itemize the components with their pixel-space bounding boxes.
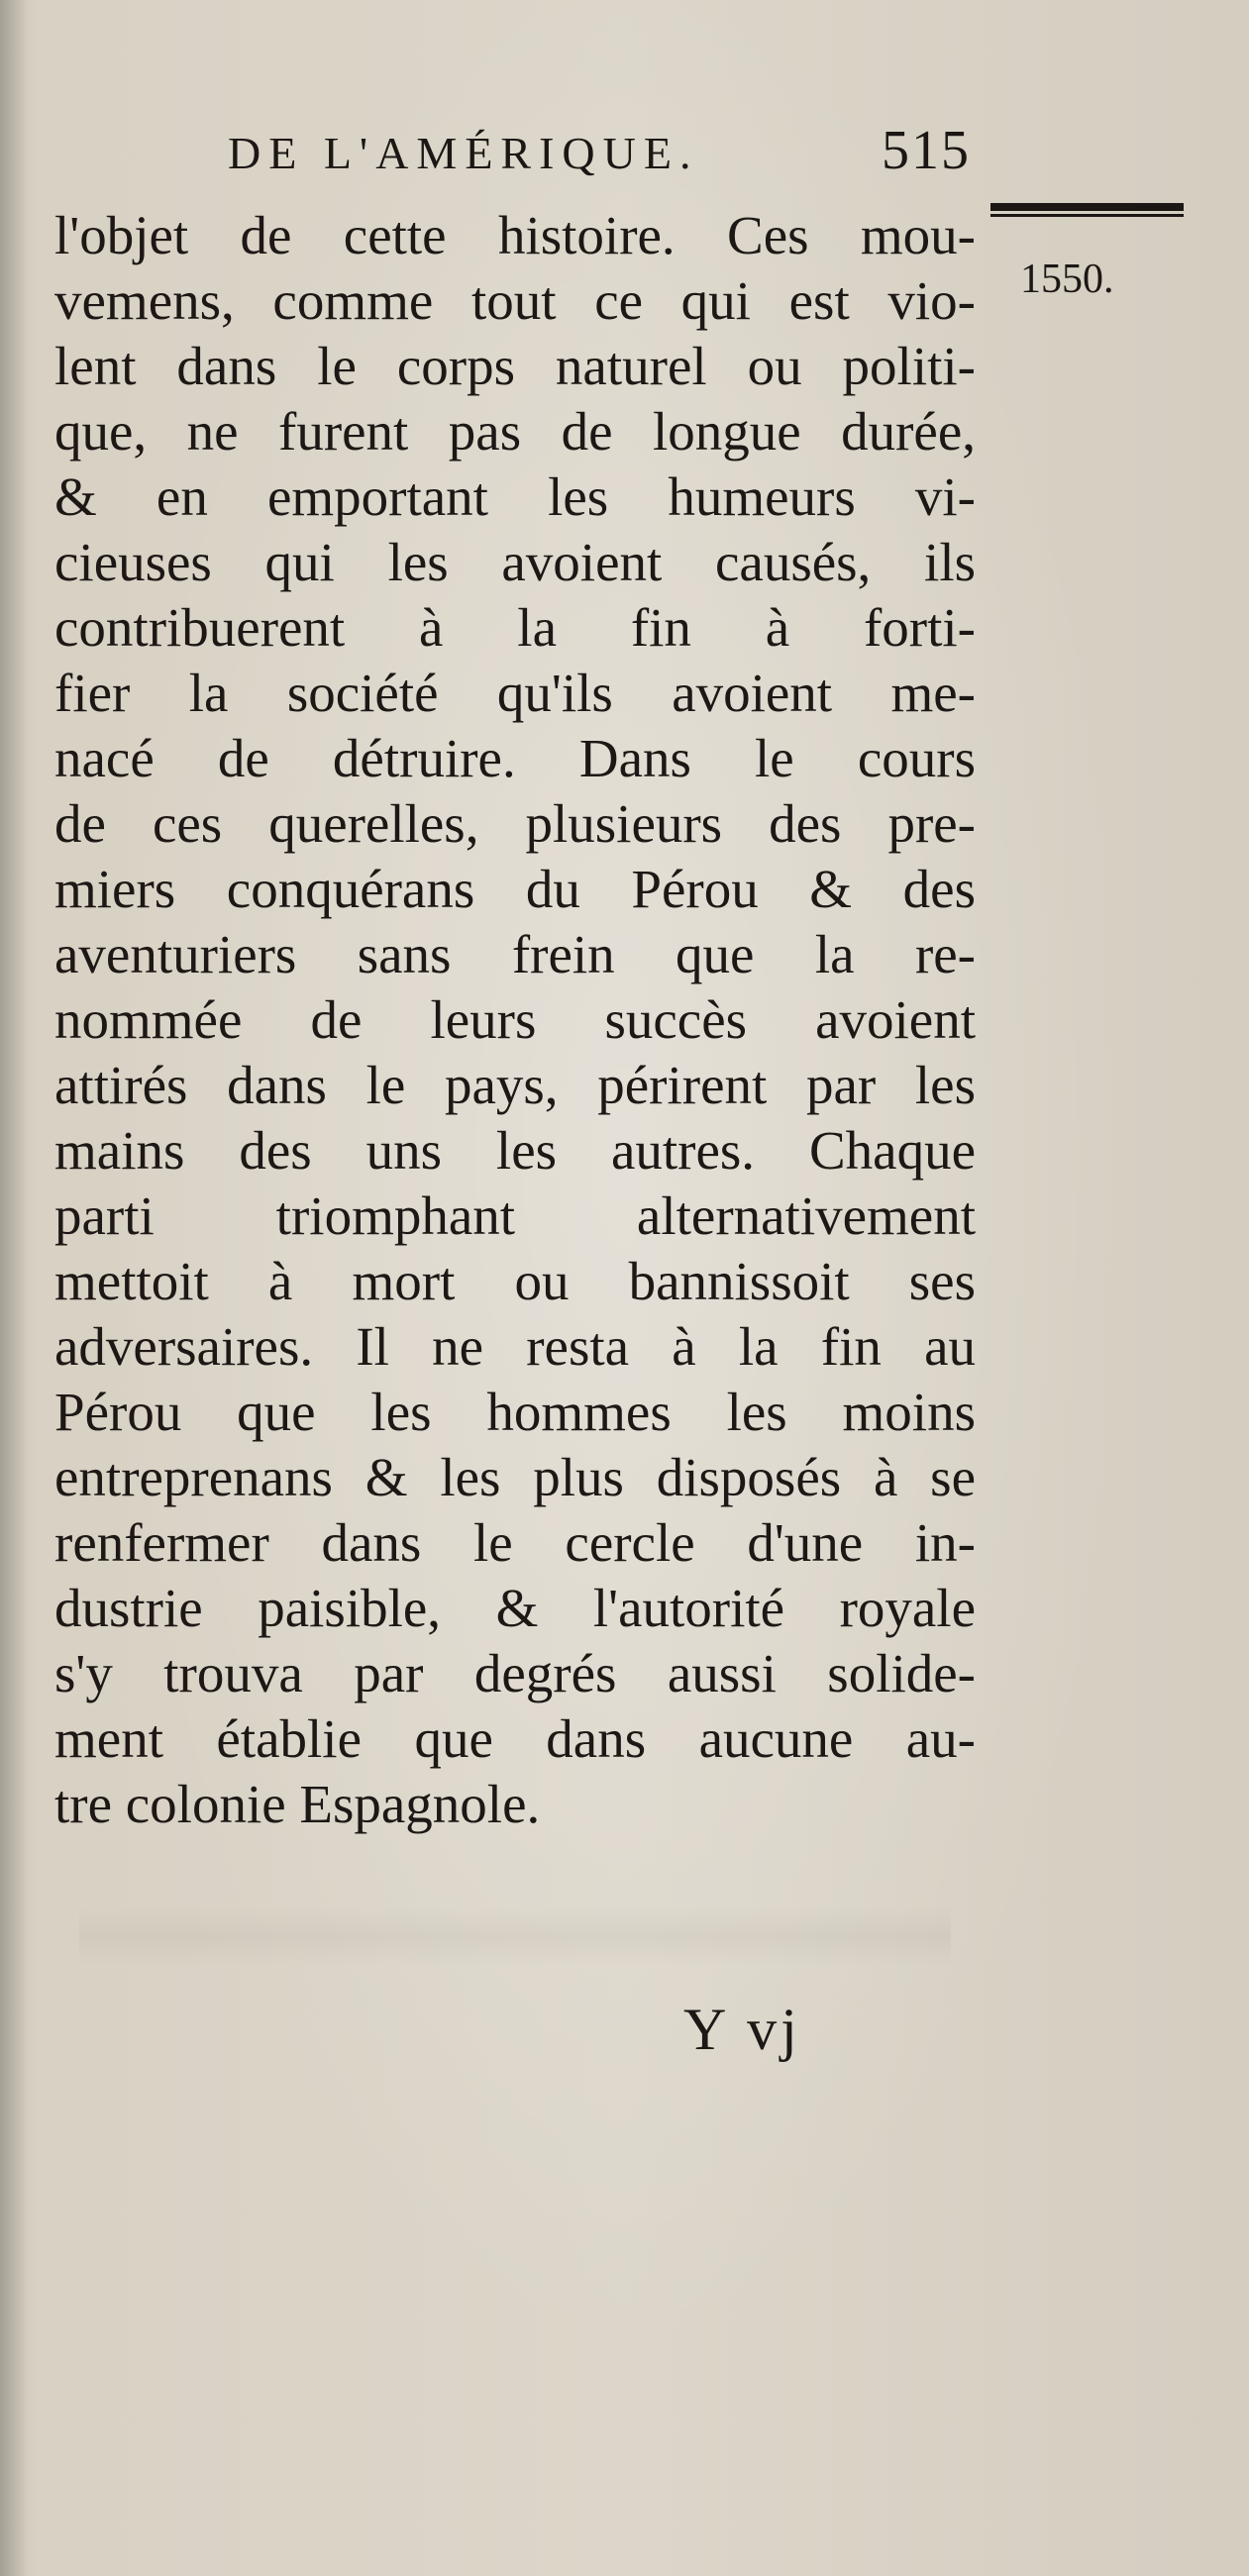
text-line: ment établie que dans aucune au- (54, 1708, 976, 1769)
text-line: nacé de détruire. Dans le cours (54, 728, 976, 788)
text-line: nommée de leurs succès avoient (54, 989, 976, 1050)
page-number: 515 (882, 120, 971, 181)
body-text (54, 203, 976, 1837)
text-line: contribuerent à la fin à forti- (54, 597, 976, 658)
text-line: miers conquérans du Pérou & des (54, 859, 976, 919)
text-line: adversaires. Il ne resta à la fin au (54, 1316, 976, 1377)
show-through-shadow (79, 1906, 951, 1966)
text-line: entreprenans & les plus disposés à se (54, 1447, 976, 1507)
text-line: aventuriers sans frein que la re- (54, 924, 976, 984)
signature-mark: Y vj (683, 1997, 801, 2062)
text-line: fier la société qu'ils avoient me- (54, 663, 976, 723)
text-line: attirés dans le pays, périrent par les (54, 1055, 976, 1115)
text-line: & en emportant les humeurs vi- (54, 466, 976, 527)
text-line: lent dans le corps naturel ou politi- (54, 336, 976, 396)
text-line: mains des uns les autres. Chaque (54, 1120, 976, 1181)
text-line: vemens, comme tout ce qui est vio- (54, 270, 976, 331)
margin-rule (990, 203, 1184, 217)
running-head (228, 119, 981, 188)
text-line: mettoit à mort ou bannissoit ses (54, 1251, 976, 1311)
text-line: dustrie paisible, & l'autorité royale (54, 1578, 976, 1638)
text-line: que, ne furent pas de longue durée, (54, 401, 976, 462)
text-line: l'objet de cette histoire. Ces mou- (54, 205, 976, 265)
text-line: Pérou que les hommes les moins (54, 1382, 976, 1442)
text-line: cieuses qui les avoient causés, ils (54, 532, 976, 592)
text-line: s'y trouva par degrés aussi solide- (54, 1643, 976, 1703)
text-line: renfermer dans le cercle d'une in- (54, 1512, 976, 1573)
running-title: DE L'AMÉRIQUE. (228, 128, 699, 178)
text-line: parti triomphant alternativement (54, 1185, 976, 1246)
text-line: tre colonie Espagnole. (54, 1774, 541, 1834)
margin-year-note: 1550. (1020, 257, 1114, 302)
text-line: de ces querelles, plusieurs des pre- (54, 793, 976, 854)
